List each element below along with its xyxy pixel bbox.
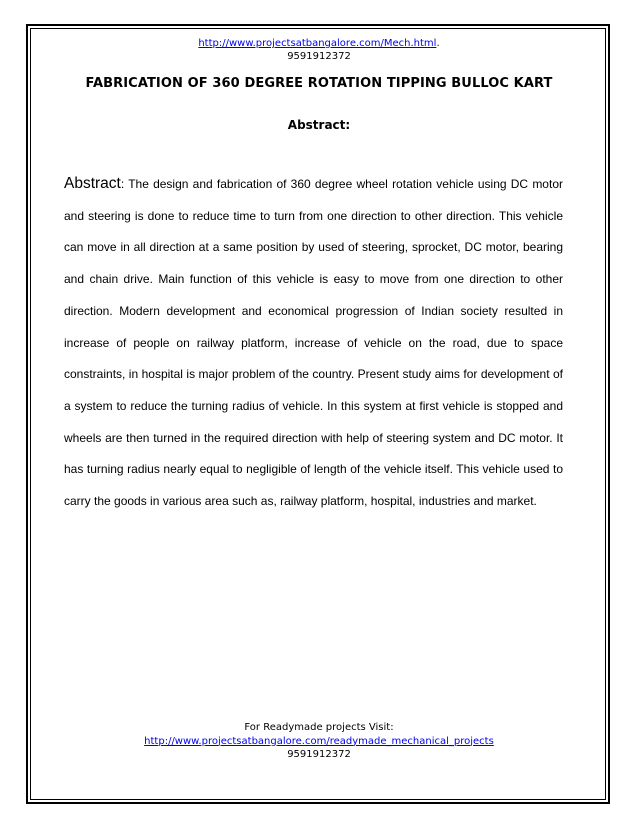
abstract-paragraph [64, 168, 563, 518]
document-title: FABRICATION OF 360 DEGREE ROTATION TIPPING BULLOC KART [85, 76, 553, 91]
header-url-link[interactable]: http://www.projectsatbangalore.com/Mech.html [198, 38, 437, 49]
page-footer [0, 721, 638, 762]
abstract-heading: Abstract: [287, 118, 351, 132]
header-url-line [0, 37, 638, 50]
abstract-body-text: : The design and fabrication of 360 degree wheel rotation vehicle using DC motor and steering is done to reduce time to turn from one direction to other direction. This vehicle can move in all direction at a same position by used of steering, sprocket, DC motor, bearing and chain drive. Main function of this vehicle is easy to move from one direction to other direction. Modern development and economical progression of Indian society resulted in increase of people on railway platform, increase of vehicle on the road, due to space constraints, in hospital is major problem of the country. Present study aims for development of a system to reduce the turning radius of vehicle. In this system at first vehicle is stopped and wheels are then turned in the required direction with help of steering system and DC motor. It has turning radius nearly equal to negligible of length of the vehicle itself. This vehicle used to carry the goods in various area such as, railway platform, hospital, industries and market. [64, 177, 563, 509]
abstract-lead-word: Abstract [64, 175, 121, 192]
footer-label: For Readymade projects Visit: [244, 722, 394, 733]
footer-phone: 9591912372 [287, 749, 351, 760]
header-url-suffix: . [436, 38, 440, 49]
footer-url-link[interactable]: http://www.projectsatbangalore.com/readymade_mechanical_projects [144, 735, 494, 747]
page-header [0, 37, 638, 63]
header-phone: 9591912372 [287, 51, 351, 62]
